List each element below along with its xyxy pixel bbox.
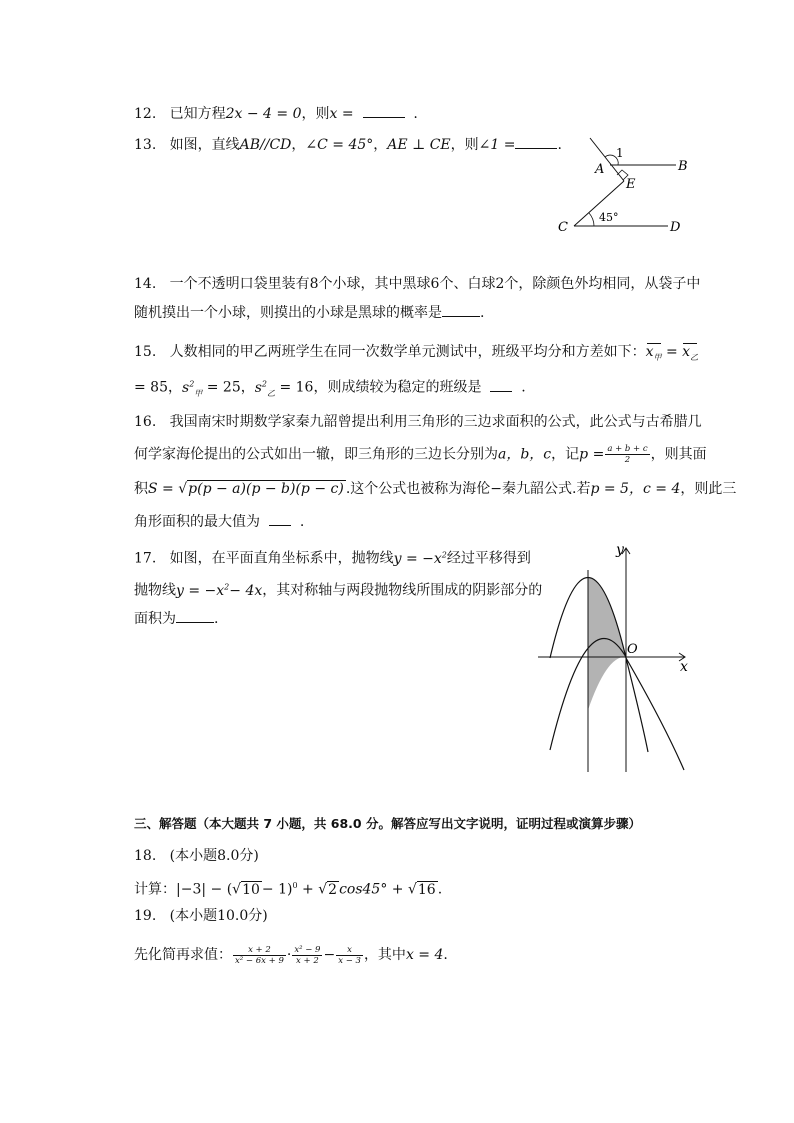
q18-score: (本小题8.0分) xyxy=(169,848,259,864)
q13-figure xyxy=(548,132,698,242)
q13-rel-perp: AE ⊥ CE xyxy=(387,137,451,153)
q12-equation: 2x − 4 = 0 xyxy=(225,106,302,122)
q19-score: (本小题10.0分) xyxy=(169,908,268,924)
q13-sep: ， xyxy=(373,137,388,153)
q16-line-1 xyxy=(134,412,702,432)
q15-text-1: 人数相同的甲乙两班学生在同一次数学单元测试中，班级平均分和方差如下： xyxy=(169,344,646,360)
q16-S: S = xyxy=(148,481,174,497)
q13-angle-1: ∠1 = xyxy=(478,137,516,153)
q18-expr-part: cos45° + xyxy=(339,881,408,898)
q16-text-1: 我国南宋时期数学家秦九韶曾提出利用三角形的三边求面积的公式，此公式与古希腊几 xyxy=(169,414,702,430)
q14-answer-blank[interactable] xyxy=(442,303,480,317)
q14-line-2 xyxy=(134,303,484,323)
section3-title: 三、解答题（本大题共 7 小题，共 68.0 分。解答应写出文字说明，证明过程或演算步骤） xyxy=(134,816,641,831)
q15-mean: = 85， xyxy=(134,379,182,396)
q13-end: . xyxy=(557,137,562,153)
q12-text-a: 已知方程 xyxy=(169,106,226,122)
q15-number: 15. xyxy=(134,344,157,360)
q17-text-3: 面积为 xyxy=(134,611,176,627)
q15-answer-blank[interactable] xyxy=(490,378,512,392)
q18-sqrt-2: 2 xyxy=(328,881,338,898)
q16-text-3a: 积 xyxy=(134,481,148,497)
q19-minus: − xyxy=(323,947,336,963)
q17-line-1 xyxy=(134,545,531,569)
fig13-label-D: D xyxy=(670,220,681,235)
q14-number: 14. xyxy=(134,276,157,292)
q14-line-1 xyxy=(134,274,700,294)
q16-answer-blank[interactable] xyxy=(269,512,291,526)
q19-header xyxy=(134,906,268,926)
q16-cond: p = 5，c = 4 xyxy=(590,481,681,497)
q17-text-1a: 如图，在平面直角坐标系中，抛物线 xyxy=(169,550,394,567)
q17-text-2b: ，其对称轴与两段抛物线所围成的阴影部分的 xyxy=(262,582,543,599)
q18-lead: 计算： xyxy=(134,881,176,898)
q15-line-1 xyxy=(134,342,698,368)
q18-expr-part: |−3| − ( xyxy=(176,881,233,898)
fig17-label-y: y xyxy=(616,542,624,558)
q17-answer-blank[interactable] xyxy=(176,609,214,623)
fig13-label-45: 45° xyxy=(599,211,619,224)
q12-answer-blank[interactable] xyxy=(363,104,405,118)
q15-xbar-jia: $x_甲$ xyxy=(646,342,662,368)
q15-s-jia: $s^2_甲$ xyxy=(182,379,203,398)
q17-eq1: $y = -x^2$ xyxy=(393,550,447,567)
q19-frac-3: $\frac{x}{x - 3}$ xyxy=(338,944,361,966)
q16-text-4: 角形面积的最大值为 xyxy=(134,514,260,530)
q19-end: . xyxy=(443,947,448,963)
q17-line-2 xyxy=(134,577,542,601)
q13-text-a: 如图，直线 xyxy=(169,137,240,153)
q16-text-2c: ，则其面 xyxy=(650,446,707,463)
q16-text-3b: .这个公式也被称为海伦−秦九韶公式.若 xyxy=(345,481,591,497)
q19-frac-1: $\frac{x + 2}{\text{x² − 6x + 9}}$ xyxy=(235,944,284,966)
q15-var-jia: = 25， xyxy=(206,379,255,396)
q13-rel-angle-c: ∠C = 45° xyxy=(305,137,374,153)
q18-expression: 计算：$|-3| - (√10 - 1)^0 + √2$ cos45° + √16 . xyxy=(134,881,443,898)
q12-var: x = xyxy=(329,106,354,122)
q19-dot: · xyxy=(286,947,292,963)
fig13-label-B: B xyxy=(678,159,688,174)
q17-text-1b: 经过平移得到 xyxy=(446,550,531,567)
q16-abc: a，b，c xyxy=(498,446,552,463)
fig13-label-A: A xyxy=(595,162,605,177)
q18-sqrt-16: 16 xyxy=(417,881,436,898)
q19-expression xyxy=(134,942,448,968)
q12-line xyxy=(134,104,418,124)
q18-number: 18. xyxy=(134,848,157,864)
q16-radical: p(p − a)(p − b)(p − c) xyxy=(188,481,344,497)
q12-number: 12. xyxy=(134,106,157,122)
q12-text-b: ，则 xyxy=(301,106,330,122)
q15-s-yi: $s^2_乙$ xyxy=(254,379,276,398)
q16-line-2 xyxy=(134,444,707,465)
q17-figure xyxy=(530,540,700,776)
q14-text-1: 一个不透明口袋里装有8个小球，其中黑球6个、白球2个，除颜色外均相同，从袋子中 xyxy=(169,276,701,292)
q18-exponent: 0 xyxy=(292,881,298,890)
q13-rel-parallel: AB//CD xyxy=(239,137,292,153)
q19-frac-2: $\frac{\text{x² − 9}}{x + 2}$ xyxy=(294,944,321,966)
q16-p: p = xyxy=(579,446,605,463)
q19-number: 19. xyxy=(134,908,157,924)
q19-cond: x = 4 xyxy=(405,947,444,963)
q14-end: . xyxy=(480,305,485,321)
q13-number: 13. xyxy=(134,137,157,153)
q18-expr-part: − 1) xyxy=(261,881,293,898)
q16-text-3c: ，则此三 xyxy=(680,481,737,497)
q15-end: . xyxy=(521,379,526,396)
q15-xbar-yi: $x_乙$ xyxy=(682,342,698,368)
q18-end: . xyxy=(437,881,443,898)
q16-line-3: 积S = √p(p − a)(p − b)(p − c) .这个公式也被称为海伦−秦九韶公式.若p = 5，c = 4，则此三 xyxy=(134,481,737,497)
q19-tail: ，其中 xyxy=(363,947,406,963)
q14-text-2: 随机摸出一个小球，则摸出的小球是黑球的概率是 xyxy=(134,305,442,321)
q17-number: 17. xyxy=(134,550,157,567)
fig13-label-1: 1 xyxy=(616,146,624,160)
q13-sep: ， xyxy=(291,137,306,153)
q15-line-2 xyxy=(134,374,526,403)
q12-end: . xyxy=(413,106,418,122)
q19-lead: 先化简再求值： xyxy=(134,947,232,963)
q16-text-2a: 何学家海伦提出的公式如出一辙，即三角形的三边长分别为 xyxy=(134,446,498,463)
fig13-label-C: C xyxy=(558,220,568,235)
q18-header xyxy=(134,846,259,866)
fig17-label-O: O xyxy=(627,642,638,657)
q17-line-3 xyxy=(134,609,218,629)
q15-var-yi: = 16，则成绩较为稳定的班级是 xyxy=(279,379,482,396)
q18-sqrt-10: 10 xyxy=(242,881,260,898)
q17-text-2a: 抛物线 xyxy=(134,582,176,599)
q17-eq2: $y = -x^2- 4x$ xyxy=(176,582,263,599)
q16-end: . xyxy=(299,514,305,530)
q17-end: . xyxy=(214,611,219,627)
q16-fraction: $\frac{a + b + c}{2}$ xyxy=(607,444,648,465)
q16-number: 16. xyxy=(134,414,157,430)
angle-45-arc xyxy=(589,213,594,226)
q16-line-4 xyxy=(134,512,304,532)
q15-eq: = xyxy=(665,344,678,360)
fig13-label-E: E xyxy=(626,177,636,192)
q13-text-b: ，则 xyxy=(450,137,479,153)
q18-expr-part: + xyxy=(297,881,319,898)
q13-line xyxy=(134,135,562,155)
fig17-label-x: x xyxy=(680,659,688,675)
q16-text-2b: ，记 xyxy=(551,446,580,463)
